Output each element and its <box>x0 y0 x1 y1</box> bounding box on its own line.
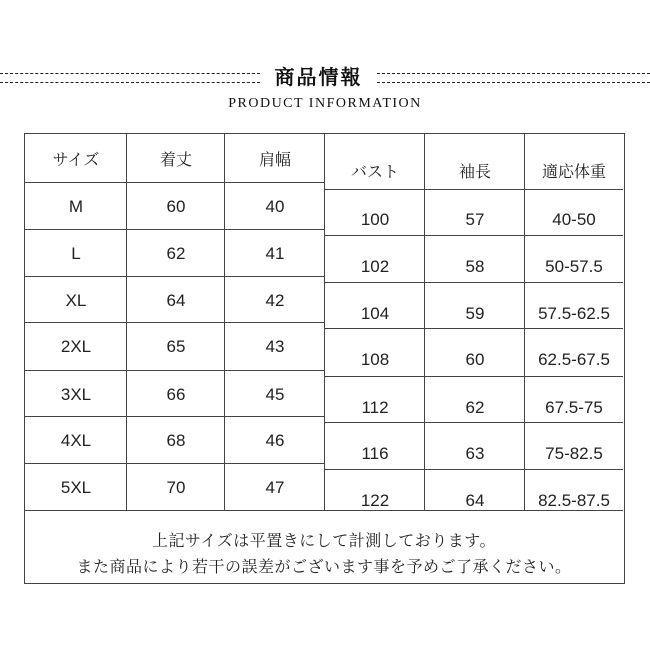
row-divider <box>325 328 623 329</box>
cell-length: 60 <box>166 197 186 216</box>
cell-weight: 50-57.5 <box>545 257 603 276</box>
cell-size: 5XL <box>60 478 92 497</box>
cell-sleeve: 62 <box>465 398 485 417</box>
cell-sleeve: 63 <box>465 444 485 463</box>
header-rule-left <box>0 73 260 83</box>
cell-size: XL <box>65 291 87 310</box>
row-divider <box>25 416 325 417</box>
cell-bust: 116 <box>361 444 389 463</box>
row-divider <box>325 469 623 470</box>
cell-weight: 62.5-67.5 <box>538 350 610 369</box>
cell-shoulder: 46 <box>265 431 285 450</box>
row-divider <box>25 229 325 230</box>
column-header-weight: 適応体重 <box>541 162 606 181</box>
cell-bust: 100 <box>360 210 390 229</box>
section-title: 商品情報 <box>274 65 363 89</box>
row-divider <box>325 189 623 190</box>
size-table <box>24 133 625 584</box>
row-divider <box>325 376 623 377</box>
column-header-shoulder: 肩幅 <box>258 150 291 169</box>
row-divider <box>25 463 325 464</box>
cell-sleeve: 58 <box>465 257 485 276</box>
cell-length: 70 <box>166 478 186 497</box>
section-header <box>0 60 650 120</box>
column-header-bust: バスト <box>350 162 399 181</box>
cell-length: 62 <box>166 244 186 263</box>
cell-bust: 122 <box>360 491 390 510</box>
cell-size: L <box>71 244 81 263</box>
cell-weight: 40-50 <box>552 210 596 229</box>
row-divider <box>325 422 623 423</box>
column-header-sleeve: 袖長 <box>458 162 491 181</box>
cell-weight: 67.5-75 <box>545 398 603 417</box>
cell-length: 65 <box>166 337 186 356</box>
row-divider <box>25 322 325 323</box>
cell-shoulder: 47 <box>265 478 285 497</box>
cell-shoulder: 45 <box>265 385 285 404</box>
row-divider <box>325 235 623 236</box>
header-rule-right <box>377 73 650 83</box>
cell-sleeve: 64 <box>465 491 485 510</box>
cell-sleeve: 60 <box>465 350 485 369</box>
cell-length: 68 <box>166 431 186 450</box>
row-divider <box>325 282 623 283</box>
size-table-grid <box>25 134 623 510</box>
section-subtitle: PRODUCT INFORMATION <box>228 96 422 111</box>
cell-shoulder: 41 <box>265 244 285 263</box>
cell-shoulder: 42 <box>265 291 285 310</box>
cell-size: M <box>68 197 84 216</box>
cell-size: 4XL <box>60 431 92 450</box>
cell-weight: 75-82.5 <box>545 444 603 463</box>
row-divider <box>25 182 325 183</box>
cell-size: 2XL <box>60 337 92 356</box>
cell-size: 3XL <box>60 385 92 404</box>
cell-shoulder: 43 <box>265 337 285 356</box>
cell-sleeve: 59 <box>465 304 485 323</box>
note-line-2: また商品により若干の誤差がございます事を予めご了承ください。 <box>76 557 572 576</box>
column-header-length: 着丈 <box>159 150 192 169</box>
cell-bust: 102 <box>360 257 390 276</box>
row-divider <box>25 370 325 371</box>
cell-length: 66 <box>166 385 186 404</box>
column-header-size: サイズ <box>52 150 100 169</box>
cell-length: 64 <box>166 291 186 310</box>
notes-divider <box>25 510 623 511</box>
cell-bust: 108 <box>360 350 390 369</box>
cell-weight: 82.5-87.5 <box>538 491 610 510</box>
row-divider <box>25 276 325 277</box>
cell-bust: 104 <box>360 304 390 323</box>
cell-sleeve: 57 <box>465 210 485 229</box>
note-line-1: 上記サイズは平置きにして計測しております。 <box>152 531 496 550</box>
cell-shoulder: 40 <box>265 197 285 216</box>
cell-weight: 57.5-62.5 <box>538 304 610 323</box>
cell-bust: 112 <box>361 398 389 417</box>
